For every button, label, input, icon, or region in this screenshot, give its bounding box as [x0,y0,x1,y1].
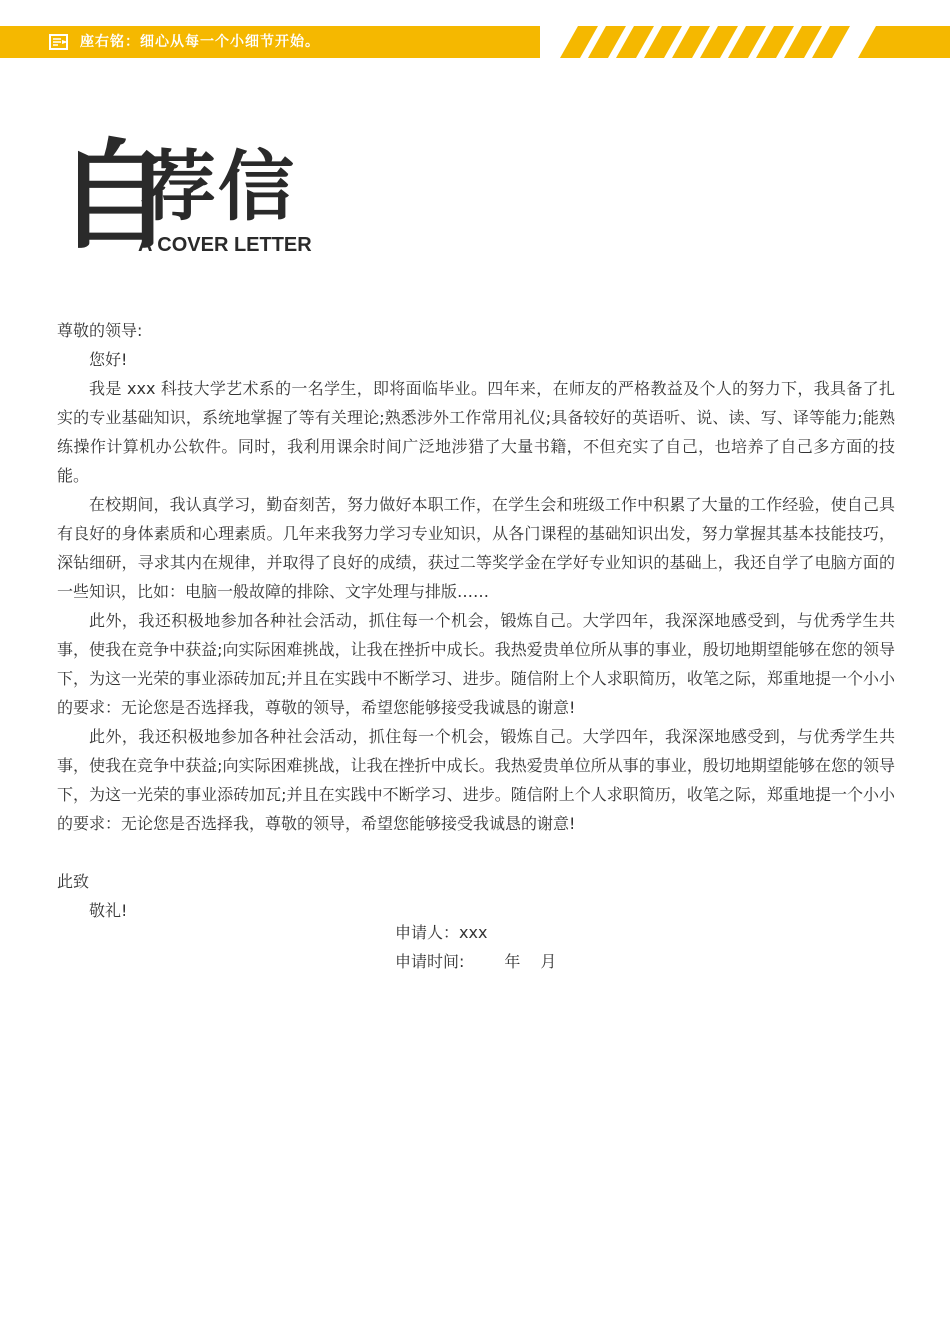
regards: 敬礼! [89,901,128,920]
title-english: A COVER LETTER [138,234,312,256]
applicant-name: xxx [459,923,488,942]
date-label: 申请时间: [395,952,465,971]
book-arrow-icon [48,32,72,52]
title-rest-chars: 荐信 [140,142,296,231]
title-first-char: 自 [56,126,175,265]
date-row [395,947,556,976]
salutation: 尊敬的领导: [57,321,143,340]
letter-body [57,316,895,925]
paragraph-2: 在校期间，我认真学习，勤奋刻苦，努力做好本职工作，在学生会和班级工作中积累了大量的工作经验，使自己具有良好的身体素质和心理素质。几年来我努力学习专业知识，从各门课程的基础知识出发，努力掌握其基本技能技巧，深钻细研，寻求其内在规律，并取得了良好的成绩，获过二等奖学金在学好专业知识的基础上，我还自学了电脑方面的一些知识，比如：电脑一般故障的排除、文字处理与排版…… [57,495,895,601]
applicant-row [395,918,556,947]
year-label: 年 [504,952,521,971]
paragraph-1: 我是 xxx 科技大学艺术系的一名学生，即将面临毕业。四年来，在师友的严格教益及个人的努力下，我具备了扎实的专业基础知识，系统地掌握了等有关理论;熟悉涉外工作常用礼仪;具备较好的英语听、说、读、写、译等能力;能熟练操作计算机办公软件。同时，我利用课余时间广泛地涉猎了大量书籍，不但充实了自己，也培养了自己多方面的技能。 [57,379,895,485]
applicant-label: 申请人： [395,923,460,942]
motto-text: 座右铭：细心从每一个小细节开始。 [80,34,320,50]
spacer [57,838,895,867]
signature-block [395,918,556,976]
closing: 此致 [57,872,90,891]
paragraph-3: 此外，我还积极地参加各种社会活动，抓住每一个机会，锻炼自己。大学四年，我深深地感受到，与优秀学生共事，使我在竞争中获益;向实际困难挑战，让我在挫折中成长。我热爱贵单位所从事的事业，殷切地期望能够在您的领导下，为这一光荣的事业添砖加瓦;并且在实践中不断学习、进步。随信附上个人求职简历，收笔之际，郑重地提一个小小的要求：无论您是否选择我，尊敬的领导，希望您能够接受我诚恳的谢意! [57,611,895,717]
page-title [56,126,326,265]
month-label: 月 [540,952,557,971]
top-banner [0,26,950,58]
greeting: 您好! [89,350,128,369]
paragraph-4: 此外，我还积极地参加各种社会活动，抓住每一个机会，锻炼自己。大学四年，我深深地感受到，与优秀学生共事，使我在竞争中获益;向实际困难挑战，让我在挫折中成长。我热爱贵单位所从事的事业，殷切地期望能够在您的领导下，为这一光荣的事业添砖加瓦;并且在实践中不断学习、进步。随信附上个人求职简历，收笔之际，郑重地提一个小小的要求：无论您是否选择我，尊敬的领导，希望您能够接受我诚恳的谢意! [57,727,895,833]
